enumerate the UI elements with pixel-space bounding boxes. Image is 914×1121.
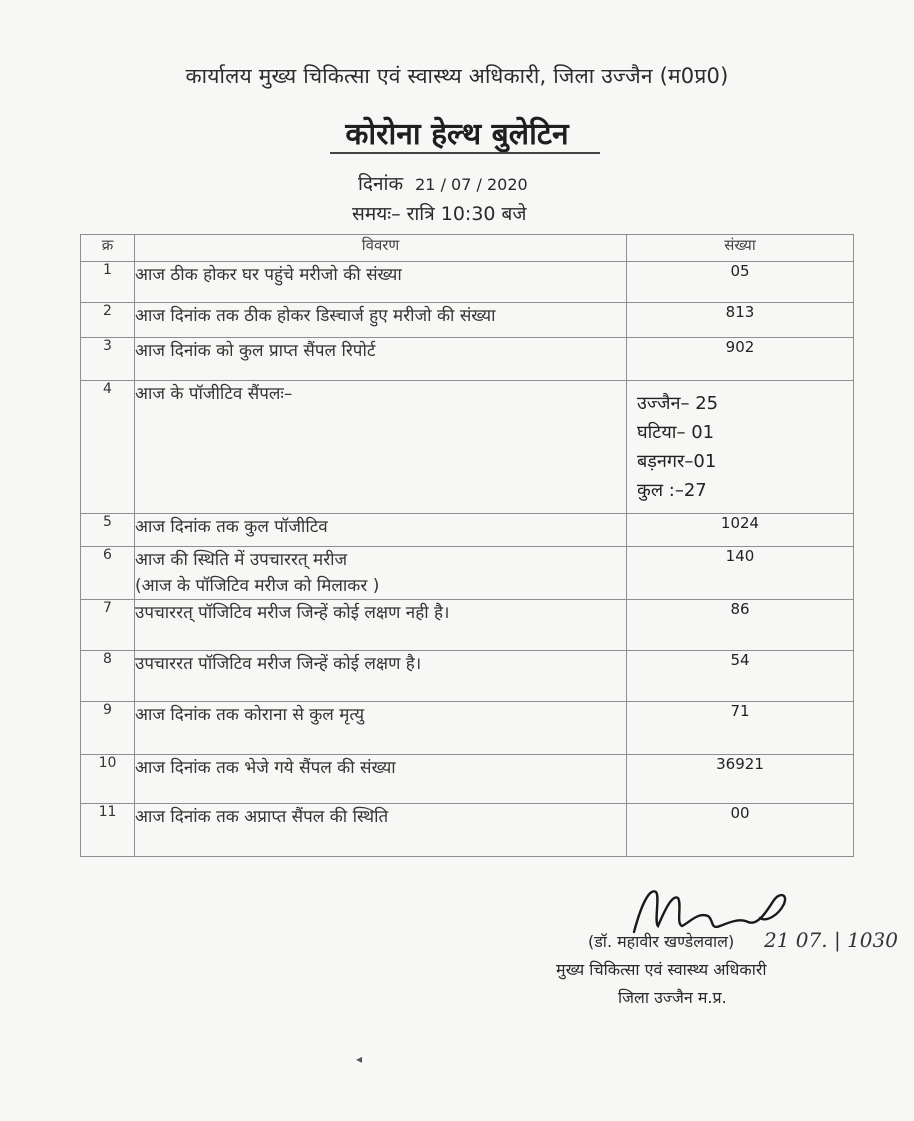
row-value: 36921: [627, 755, 854, 804]
bulletin-title: कोरोना हेल्थ बुलेटिन: [345, 117, 569, 152]
row-sn: 5: [81, 514, 135, 547]
row-sn: 6: [81, 547, 135, 600]
row-value: 813: [627, 303, 854, 338]
table-row: [81, 262, 854, 303]
row-sn: 11: [81, 804, 135, 857]
header-value: संख्या: [627, 235, 854, 262]
positive-badnagar: बड़नगर–01: [637, 451, 717, 472]
row-value: 140: [627, 547, 854, 600]
header-sn: क्र: [81, 235, 135, 262]
row-sn: 7: [81, 600, 135, 651]
row-value: 00: [627, 804, 854, 857]
row-value: [627, 381, 854, 514]
title-underline: [330, 152, 600, 154]
table-row: [81, 547, 854, 600]
row-desc: आज दिनांक तक कोराना से कुल मृत्यु: [135, 702, 627, 755]
table-row: [81, 303, 854, 338]
row-desc: आज के पॉजीटिव सैंपलः–: [135, 381, 627, 514]
officer-name: (डॉ. महावीर खण्डेलवाल): [588, 932, 735, 951]
officer-district: जिला उज्जैन म.प्र.: [618, 988, 727, 1007]
row-desc: आज दिनांक तक ठीक होकर डिस्चार्ज हुए मरीजो की संख्या: [135, 303, 627, 338]
row-sn: 9: [81, 702, 135, 755]
row-desc-line2: (आज के पॉजिटिव मरीज को मिलाकर ): [135, 576, 380, 596]
row-sn: 8: [81, 651, 135, 702]
row-desc: [135, 547, 627, 600]
row-desc: आज दिनांक को कुल प्राप्त सैंपल रिपोर्ट: [135, 338, 627, 381]
row-sn: 10: [81, 755, 135, 804]
time-line: समयः– रात्रि 10:30 बजे: [352, 203, 527, 225]
row-desc-line1: आज की स्थिति में उपचाररत् मरीज: [135, 550, 348, 570]
positive-ujjain: उज्जैन– 25: [637, 393, 719, 414]
office-heading: कार्यालय मुख्य चिकित्सा एवं स्वास्थ्य अधिकारी, जिला उज्जैन (म0प्र0): [185, 64, 729, 88]
date-value: 21 / 07 / 2020: [415, 175, 528, 194]
header-desc: विवरण: [135, 235, 627, 262]
table-row: [81, 381, 854, 514]
row-value: 54: [627, 651, 854, 702]
positive-breakdown: [627, 381, 853, 505]
table-row: [81, 514, 854, 547]
row-value: 902: [627, 338, 854, 381]
row-desc: आज दिनांक तक कुल पॉजीटिव: [135, 514, 627, 547]
row-desc: उपचाररत् पॉजिटिव मरीज जिन्हें कोई लक्षण नही है।: [135, 600, 627, 651]
table-row: [81, 804, 854, 857]
row-desc: आज दिनांक तक अप्राप्त सैंपल की स्थिति: [135, 804, 627, 857]
table-row: [81, 338, 854, 381]
date-line: [358, 170, 528, 196]
table-header-row: [81, 235, 854, 262]
bulletin-table: [80, 234, 854, 857]
positive-ghatiya: घटिया– 01: [637, 422, 715, 443]
table-row: [81, 702, 854, 755]
row-desc: आज दिनांक तक भेजे गये सैंपल की संख्या: [135, 755, 627, 804]
row-desc: उपचाररत पॉजिटिव मरीज जिन्हें कोई लक्षण है।: [135, 651, 627, 702]
row-sn: 3: [81, 338, 135, 381]
row-desc: आज ठीक होकर घर पहुंचे मरीजो की संख्या: [135, 262, 627, 303]
table-row: [81, 651, 854, 702]
row-value: 05: [627, 262, 854, 303]
table-row: [81, 755, 854, 804]
officer-designation: मुख्य चिकित्सा एवं स्वास्थ्य अधिकारी: [556, 960, 767, 979]
date-label: दिनांक: [358, 173, 404, 195]
row-value: 1024: [627, 514, 854, 547]
handwritten-date: 21 07. | 1030: [764, 928, 898, 952]
row-value: 86: [627, 600, 854, 651]
positive-total: कुल :–27: [637, 480, 707, 501]
row-sn: 1: [81, 262, 135, 303]
row-sn: 2: [81, 303, 135, 338]
table-row: [81, 600, 854, 651]
row-sn: 4: [81, 381, 135, 514]
row-value: 71: [627, 702, 854, 755]
stray-mark-icon: ◂: [356, 1052, 363, 1066]
